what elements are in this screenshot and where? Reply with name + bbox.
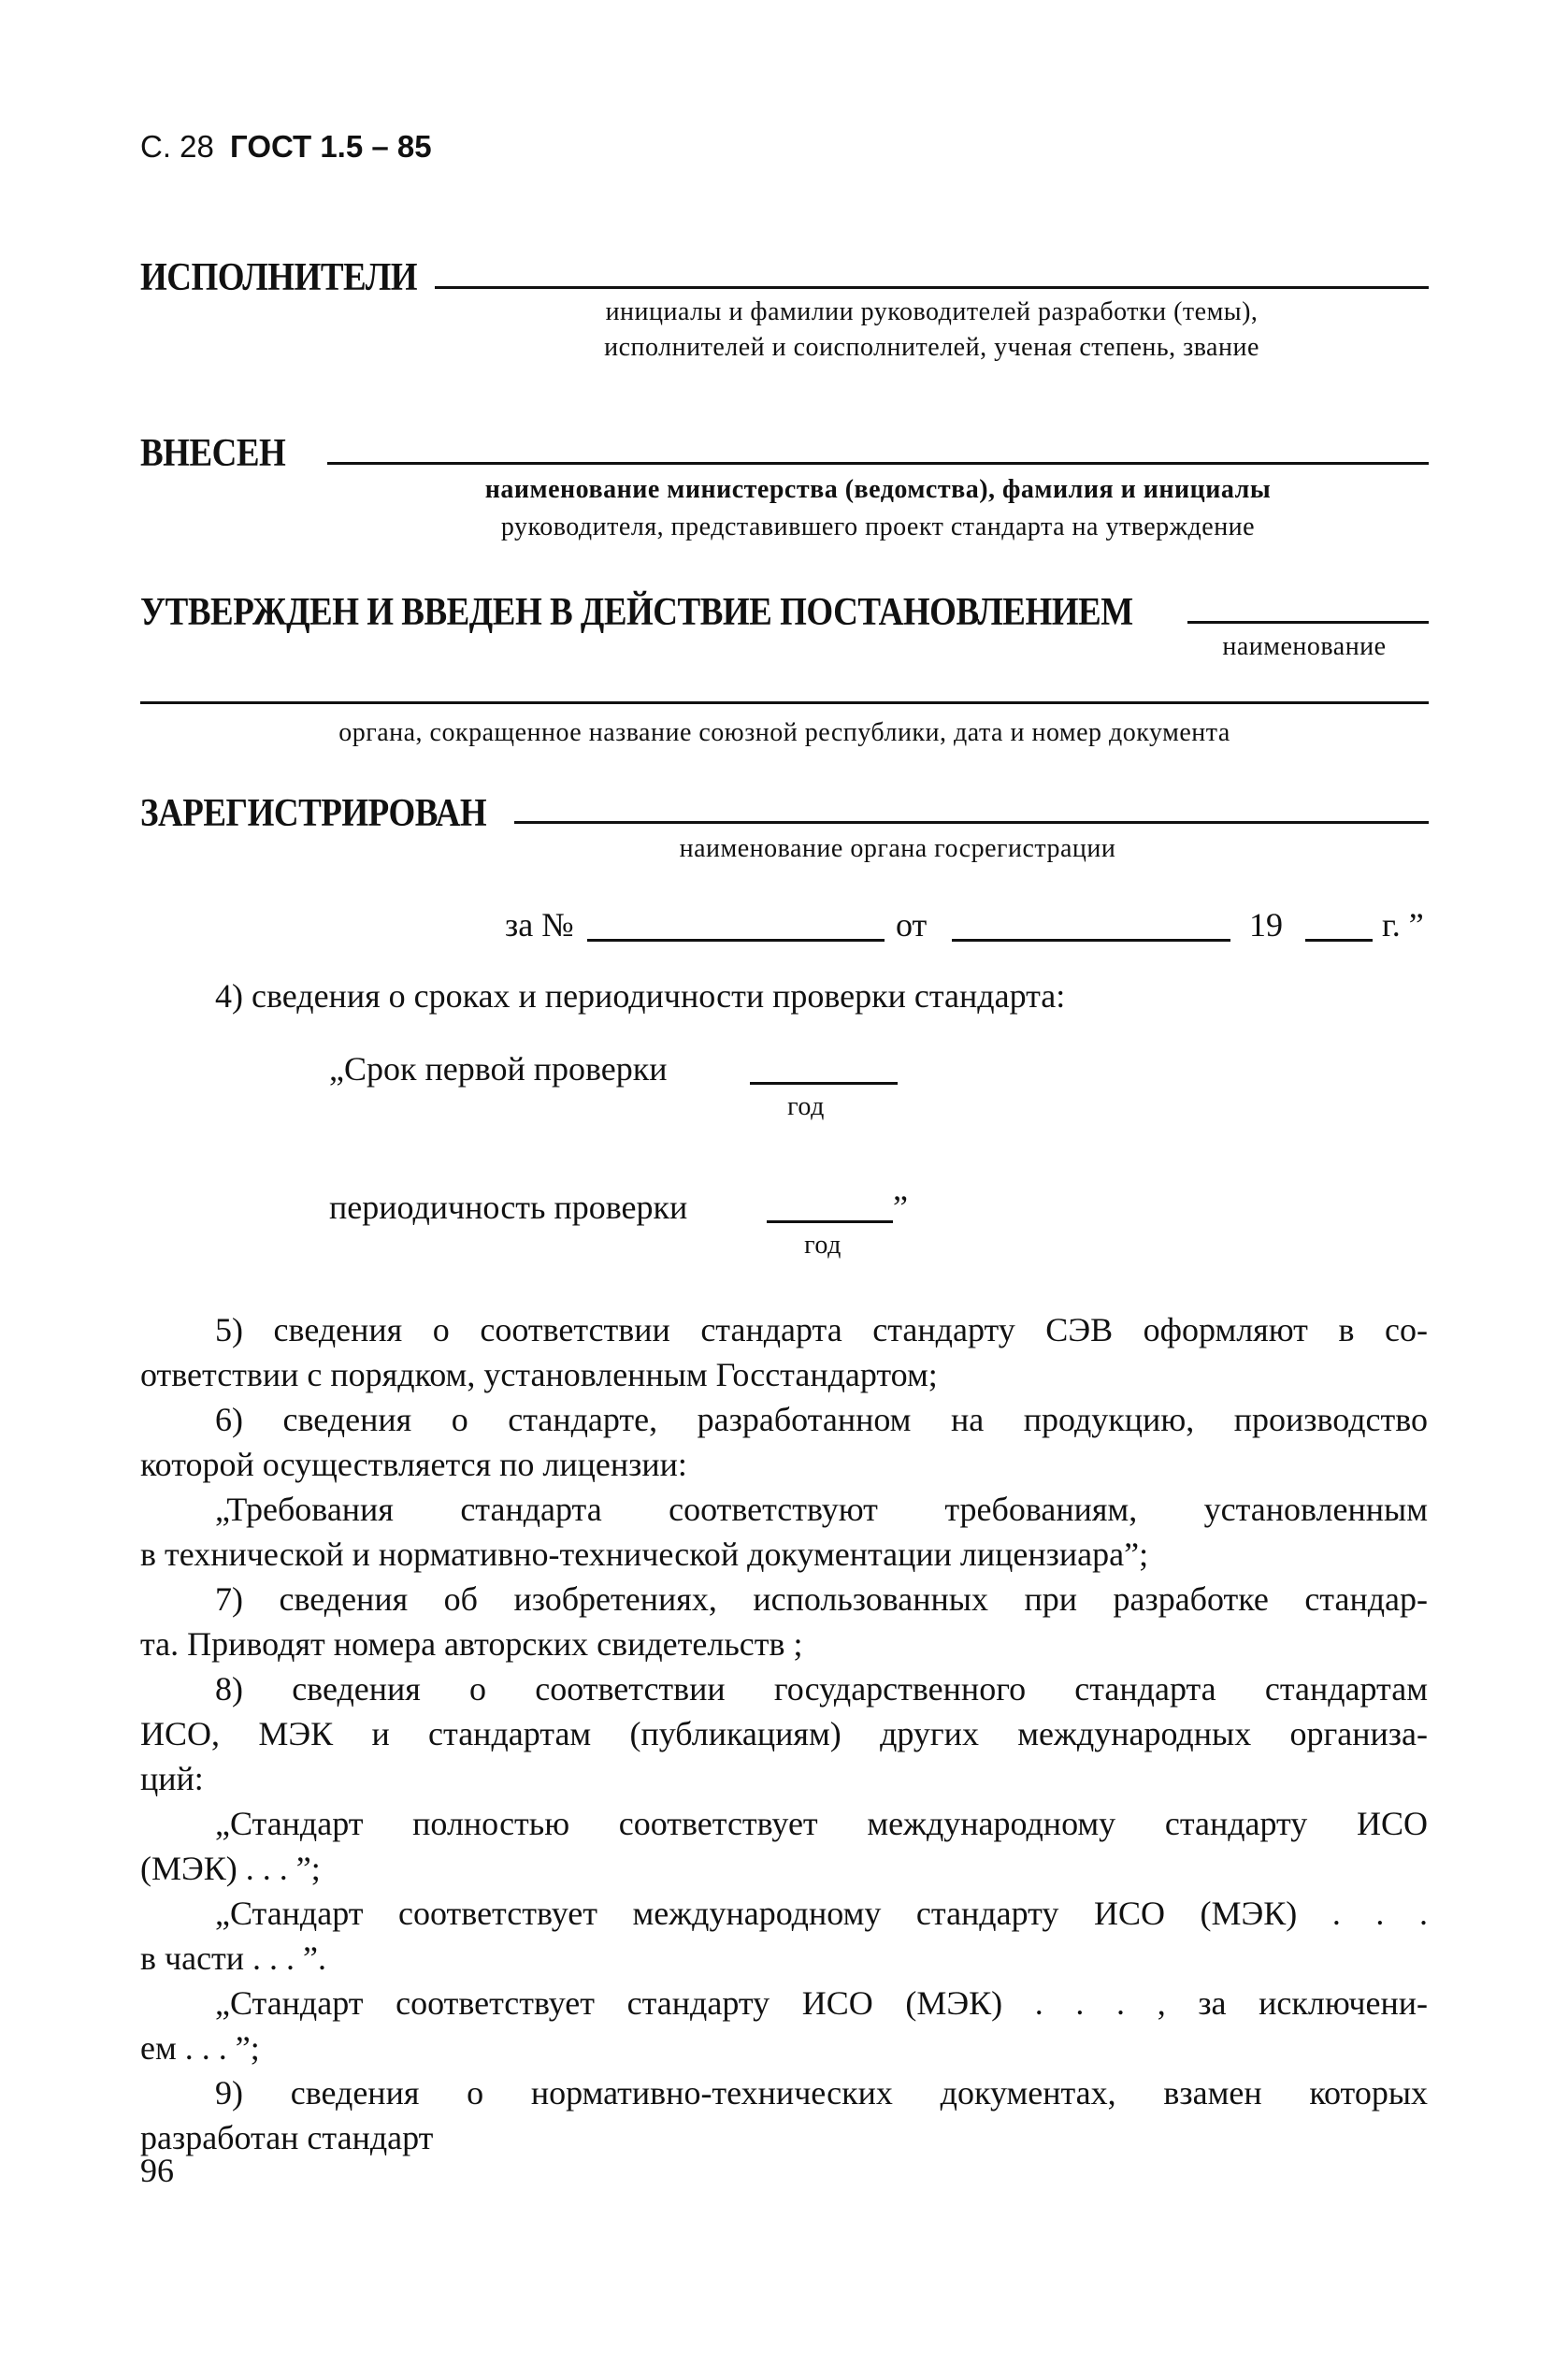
page-label: С. 28 xyxy=(140,129,214,164)
paragraph-6-quote-line-2: в технической и нормативно-технической документации лицензиара”; xyxy=(140,1535,1149,1573)
paragraph-6-quote-line-1: „Требования стандарта соответствуют требованиям, установленным xyxy=(215,1491,1428,1528)
first-check-year-hint: год xyxy=(787,1092,825,1121)
page-header xyxy=(140,129,432,165)
introduced-caption: ВНЕСЕН xyxy=(140,431,286,476)
registered-no-label: за № xyxy=(505,906,574,944)
registered-fill-line xyxy=(514,821,1429,824)
registered-no-line xyxy=(587,939,885,942)
approved-caption: УТВЕРЖДЕН И ВВЕДЕН В ДЕЙСТВИЕ ПОСТАНОВЛЕНИЕМ xyxy=(140,590,1133,635)
page-number: 96 xyxy=(140,2152,174,2189)
item4-text: 4) сведения о сроках и периодичности проверки стандарта: xyxy=(215,977,1066,1015)
performers-fill-line xyxy=(435,286,1429,289)
period-year-hint: год xyxy=(804,1231,842,1260)
introduced-hint-2: руководителя, представившего проект стандарта на утверждение xyxy=(500,512,1256,541)
approved-hint-name: наименование xyxy=(1222,632,1387,661)
paragraph-6-line-1: 6) сведения о стандарте, разработанном на продукцию, производство xyxy=(215,1401,1428,1438)
performers-caption: ИСПОЛНИТЕЛИ xyxy=(140,255,418,300)
quote-1-line-1: „Стандарт полностью соответствует международному стандарту ИСО xyxy=(215,1805,1428,1842)
period-quote: ” xyxy=(893,1189,908,1226)
quote-2-line-1: „Стандарт соответствует международному стандарту ИСО (МЭК) . . . xyxy=(215,1895,1428,1932)
paragraph-5-line-2: ответствии с порядком, установленным Госстандартом; xyxy=(140,1356,938,1393)
paragraph-5 xyxy=(140,1307,1428,2160)
registered-year-label: 19 xyxy=(1249,906,1283,944)
paragraph-6-line-2: которой осуществляется по лицензии: xyxy=(140,1446,687,1483)
paragraph-8-line-3: ций: xyxy=(140,1760,204,1797)
registered-year-line xyxy=(1305,939,1373,942)
approved-fill-line-1 xyxy=(1187,621,1429,624)
quote-2-line-2: в части . . . ”. xyxy=(140,1939,327,1977)
performers-hint-2: исполнителей и соисполнителей, ученая степень, звание xyxy=(604,333,1259,362)
performers-hint-1: инициалы и фамилии руководителей разработки (темы), xyxy=(605,297,1259,326)
registered-from-label: от xyxy=(896,906,928,944)
standard-designation: ГОСТ 1.5 – 85 xyxy=(230,129,432,164)
registered-date-line xyxy=(952,939,1230,942)
period-label: периодичность проверки xyxy=(329,1189,688,1226)
first-check-line xyxy=(750,1082,898,1085)
paragraph-7-line-2: та. Приводят номера авторских свидетельств ; xyxy=(140,1625,803,1663)
period-line xyxy=(767,1220,893,1223)
approved-fill-line-2 xyxy=(140,701,1429,704)
registered-hint: наименование органа госрегистрации xyxy=(679,834,1116,863)
first-check-label: „Срок первой проверки xyxy=(329,1050,668,1088)
registered-year-suffix: г. ” xyxy=(1382,906,1424,944)
approved-hint-2: органа, сокращенное название союзной республики, дата и номер документа xyxy=(338,718,1230,747)
paragraph-5-line-1: 5) сведения о соответствии стандарта стандарту СЭВ оформляют в со- xyxy=(215,1311,1428,1348)
quote-1-line-2: (МЭК) . . . ”; xyxy=(140,1850,321,1887)
paragraph-8-line-1: 8) сведения о соответствии государственного стандарта стандартам xyxy=(215,1670,1428,1708)
paragraph-8-line-2: ИСО, МЭК и стандартам (публикациям) других международных организа- xyxy=(140,1715,1428,1752)
introduced-hint-1: наименование министерства (ведомства), фамилия и инициалы xyxy=(484,475,1272,504)
paragraph-9-line-1: 9) сведения о нормативно-технических документах, взамен которых xyxy=(215,2074,1428,2112)
paragraph-7-line-1: 7) сведения об изобретениях, использованных при разработке стандар- xyxy=(215,1580,1428,1618)
registered-caption: ЗАРЕГИСТРИРОВАН xyxy=(140,791,487,836)
quote-3-line-1: „Стандарт соответствует стандарту ИСО (МЭК) . . . , за исключени- xyxy=(215,1984,1428,2022)
quote-3-line-2: ем . . . ”; xyxy=(140,2029,260,2067)
introduced-fill-line xyxy=(327,462,1429,465)
paragraph-9-line-2: разработан стандарт xyxy=(140,2119,434,2156)
